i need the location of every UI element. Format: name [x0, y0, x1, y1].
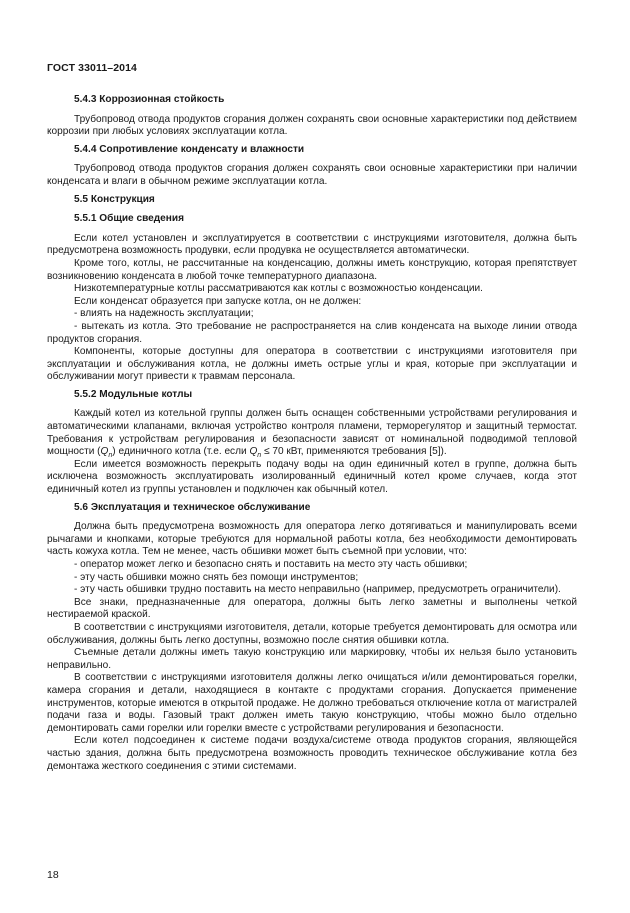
paragraph: Если котел установлен и эксплуатируется в соответствии с инструкциями изготовителя, должна быть предусмотрена возможность продувки, если продувка не осуществляется автоматически. — [47, 232, 577, 257]
section-title-5-5-2: 5.5.2 Модульные котлы — [74, 388, 193, 400]
paragraph: Кроме того, котлы, не рассчитанные на конденсацию, должны иметь конструкцию, которая препятствует возникновению конденсата в любой точке температурного диапазона. — [47, 257, 577, 282]
section-title-5-6: 5.6 Эксплуатация и техническое обслуживание — [74, 501, 311, 513]
paragraph: Трубопровод отвода продуктов сгорания должен сохранять свои основные характеристики под действием коррозии при любых условиях эксплуатации котла. — [47, 113, 577, 138]
list-item: - влиять на надежность эксплуатации; — [74, 308, 254, 320]
paragraph: Должна быть предусмотрена возможность для оператора легко дотягиваться и манипулировать всеми рычагами и кнопками, которые требуются для нормальной работы котла, без необходимости демонтировать часть кожуха котла. Тем не менее, часть обшивки может быть съемной при условии, что: — [47, 521, 577, 558]
section-title-5-4-4: 5.4.4 Сопротивление конденсату и влажности — [74, 143, 305, 155]
paragraph: Каждый котел из котельной группы должен быть оснащен собственными устройствами регулирования и автоматическими клапанами, включая устройство контроля пламени, терморегулятор и защитный термостат. Требования к устройствам регулирования и безопасности зависят от номинальной подводимой тепловой мощности $(Q_n)$ единичного котла (т.е. если $Q_n \le 70$ кВт, применяются требования [5]). — [47, 408, 577, 460]
paragraph: Низкотемпературные котлы рассматриваются как котлы с возможностью конденсации. — [74, 283, 483, 295]
section-title-5-5-1: 5.5.1 Общие сведения — [74, 213, 184, 225]
standard-header: ГОСТ 33011–2014 — [47, 62, 137, 74]
paragraph: Если котел подсоединен к системе подачи воздуха/системе отвода продуктов сгорания, являющейся частью здания, должна быть предусмотрена возможность проводить техническое обслуживание котла без демонтажа жесткого соединения с этими системами. — [47, 735, 577, 772]
page-number: 18 — [47, 869, 59, 881]
paragraph: Съемные детали должны иметь такую конструкцию или маркировку, чтобы их нельзя было установить неправильно. — [47, 647, 577, 671]
list-item: - вытекать из котла. Это требование не распространяется на слив конденсата на выходе линии отвода продуктов сгорания. — [47, 320, 577, 345]
paragraph: Если имеется возможность перекрыть подачу воды на один единичный котел в группе, должна быть исключена возможность эксплуатировать изолированный единичный котел кроме случаев, когда этот единичный котел из группы установлен и подключен как обычный котел. — [47, 458, 577, 496]
paragraph: В соответствии с инструкциями изготовителя, детали, которые требуется демонтировать для осмотра или обслуживания, должны быть легко доступны, возможно после снятия обшивки котла. — [47, 621, 577, 646]
list-item: - оператор может легко и безопасно снять и поставить на место эту часть обшивки; — [74, 559, 468, 570]
paragraph: Все знаки, предназначенные для оператора, должны быть легко заметны и выполнены четкой нестираемой краской. — [47, 596, 577, 621]
list-item: - эту часть обшивки трудно поставить на место неправильно (например, предусмотреть ограничители). — [74, 584, 561, 596]
section-title-5-5: 5.5 Конструкция — [74, 193, 155, 205]
paragraph: Компоненты, которые доступны для оператора в соответствии с инструкциями изготовителя при эксплуатации и обслуживания котла, не должны иметь острые углы и края, которые при эксплуатации и обслуживании могут привести к травмам персонала. — [47, 346, 577, 383]
paragraph: Если конденсат образуется при запуске котла, он не должен: — [74, 295, 362, 307]
list-item: - эту часть обшивки можно снять без помощи инструментов; — [74, 571, 359, 583]
paragraph: Трубопровод отвода продуктов сгорания должен сохранять свои основные характеристики при наличии конденсата и влаги в обычном режиме эксплуатации котла. — [47, 163, 577, 187]
document-body — [47, 94, 577, 773]
paragraph: В соответствии с инструкциями изготовителя должны легко очищаться и/или демонтироваться горелки, камера сгорания и детали, находящиеся в контакте с продуктами сгорания. Допускается применение инструментов, которые имеются в открытой продаже. Не должно требоваться отключение котла от магистралей подачи газа и воды. Газовый тракт должен иметь такую конструкцию, чтобы можно было отдельно демонтировать сами горелки или горелки вместе с устройствами регулирования и безопасности. — [47, 672, 577, 734]
section-title-5-4-3: 5.4.3 Коррозионная стойкость — [74, 94, 225, 105]
